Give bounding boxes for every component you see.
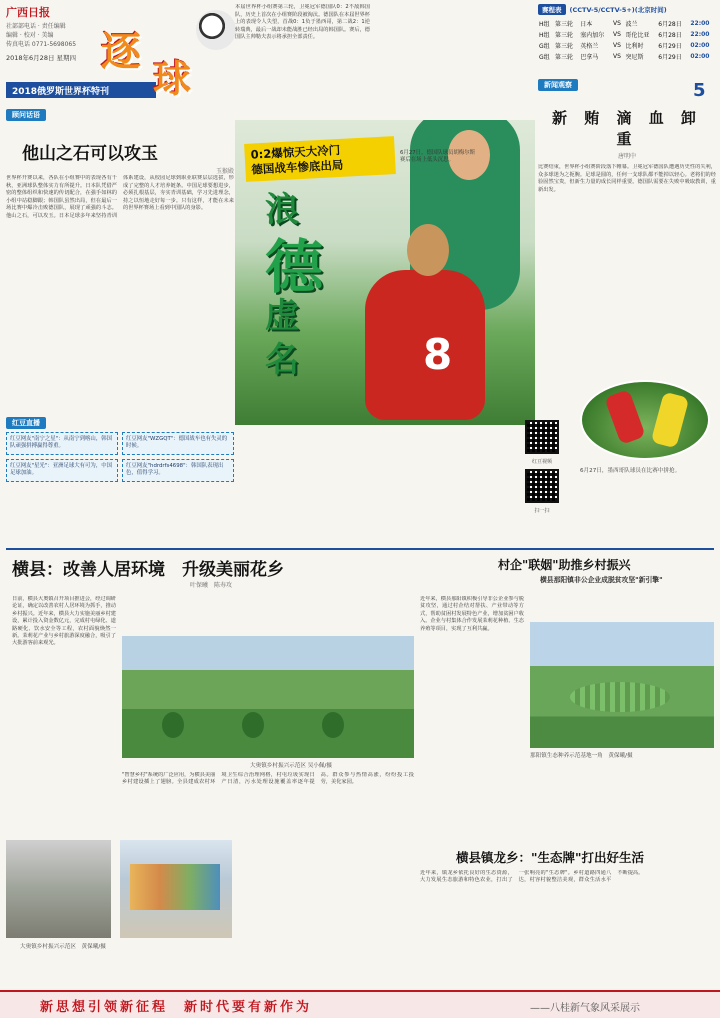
footer-slogan: 新思想引领新征程 新时代要有新作为 — [40, 1000, 313, 1015]
poster-big-char: 浪 — [265, 190, 299, 230]
poster-big-char: 虚 — [265, 296, 299, 336]
left-article — [6, 102, 234, 445]
footer-subtitle: ——八桂新气象风采展示 — [530, 1003, 640, 1014]
footer-banner — [0, 990, 720, 1018]
article-headline: 他山之石可以攻玉 — [22, 144, 158, 164]
meta-line: 编辑 · 校对 · 美编 — [6, 32, 54, 39]
schedule-cell: 突尼斯 — [625, 54, 644, 61]
mid-article — [235, 4, 370, 114]
schedule-cell: 哥伦比亚 — [625, 32, 650, 39]
schedule-cell: VS — [612, 20, 621, 27]
match-photo-caption: 6月27日，墨西哥队球员在比赛中拼抢。 — [580, 468, 681, 474]
schedule-cell: 第三轮 — [554, 54, 573, 61]
poster-banner — [244, 136, 396, 182]
right-bottom-subhead: 横县那阳镇非公企业成脱贫攻坚"新引擎" — [540, 576, 663, 584]
right-article-byline: 唐明中 — [617, 153, 636, 160]
comment-box: 红豆网友"WZGQT"：德国战车也有失灵的时候。 — [122, 432, 234, 455]
schedule-cell: 巴拿马 — [580, 54, 599, 61]
masthead — [6, 4, 234, 100]
schedule-cell: H组 — [539, 21, 550, 28]
right-article-tag: 新闻观察 — [538, 79, 578, 91]
comment-box: 红豆网友"星光"：亚洲足球大有可为，中国足球加油。 — [6, 459, 118, 482]
comment-box: 红豆网友"南宁之星"：从南宁到喀山，韩国队顽强拼搏赢得尊重。 — [6, 432, 118, 455]
schedule-cell: 22:00 — [690, 20, 710, 27]
section-title-char: 球 — [153, 56, 192, 101]
section-title — [101, 6, 211, 101]
schedule-row — [538, 18, 716, 29]
schedule-cell: 塞内加尔 — [580, 32, 605, 39]
comment-box: 红豆网友"hdrdrfs4698"：韩国队表现出色，值得学习。 — [122, 459, 234, 482]
schedule-cell: VS — [612, 53, 621, 60]
schedule-cell: 6月28日 — [658, 21, 682, 28]
masthead-meta — [6, 22, 96, 49]
qr-label: 红豆视频 — [531, 459, 552, 465]
schedule-cell: 日本 — [580, 21, 593, 28]
schedule-row — [538, 29, 716, 40]
bottom-body-col: "智慧乡村"系统的广泛应用，为横县美丽乡村建设插上了翅膀。全县建成农村环境卫生综合治理网格，村屯垃圾实现日产日清，污水处理设施覆盖率逐年提高。群众参与热情高涨，纷纷投工投劳，美化家园。 — [122, 772, 414, 786]
feature-poster — [235, 120, 535, 425]
schedule-cell: 第三轮 — [554, 32, 573, 39]
poster-banner-line: 德国战车惨底出局 — [251, 157, 344, 177]
section-title-char: 逐 — [101, 28, 141, 75]
article-tag: 顾问话语 — [6, 109, 46, 121]
farmland-photo — [122, 636, 414, 758]
schedule-cell: H组 — [539, 32, 550, 39]
section-divider — [6, 548, 714, 550]
schedule-cell: G组 — [539, 54, 550, 61]
article-byline: 玉猴殿 — [215, 168, 234, 175]
mural-photo — [120, 840, 232, 938]
schedule-cell: VS — [612, 31, 621, 38]
schedule-cell: 第三轮 — [554, 21, 573, 28]
issue-date: 2018年6月28日 星期四 — [6, 54, 77, 62]
village-caption: 大奥镇乡村振兴示范区 黄保曦/摄 — [20, 944, 106, 950]
schedule-cell: 波兰 — [625, 21, 638, 28]
bottom-body-col: 日前，横县大奥镇召开项目推进会，经过调研论证，确定以改善农村人居环境为抓手，推动乡村振兴。近年来，横县大力实施美丽乡村建设，累计投入资金数亿元，完成村屯绿化、道路硬化、饮水安全等工程，农村面貌焕然一新。茉莉花产业与乡村旅游深度融合，吸引了大批游客前来观光。 — [12, 596, 116, 647]
korean-player-image — [365, 270, 485, 420]
jersey-number: 8 — [423, 330, 453, 379]
special-edition-bar: 2018俄罗斯世界杯特刊 — [6, 82, 156, 98]
right-article-headline: 新 贿 滴 血 卸 重 — [552, 109, 702, 148]
schedule-cell: 比利时 — [625, 43, 644, 50]
match-photo — [580, 380, 710, 460]
poster-big-char: 德 — [265, 233, 324, 301]
right-article-body: 比赛结束，世界杯小组赛阶段落下帷幕。卫冕冠军德国队遭遇历史性的失利，众多球迷为之扼腕。足球是圆的，任何一支球队都不能掉以轻心。老将们的经验固然宝贵，但新生力量的成长同样重要。德国队需要在失败中吸取教训，重新出发。 — [538, 164, 716, 193]
schedule-badge: 赛程表 — [538, 4, 566, 15]
schedule-cell: 英格兰 — [580, 43, 599, 50]
qr-code-icon[interactable] — [525, 469, 559, 503]
schedule-table — [538, 18, 716, 62]
comments-section — [6, 410, 234, 530]
article-body: 世界杯开赛以来，各队在小组赛中的表现各有千秋，亚洲球队整体实力有所提升。日本队凭借严密的整体组织和快速的传切配合，在强手如林的小组中站稳脚跟；韩国队虽然出局，但在最后一场比赛中爆冷击败德国队，展现了顽强的斗志。他山之石，可以攻玉。日本足球多年来坚持青训体系建设，从校园足球到职业联赛层层选拔，形成了完整的人才培养链条。中国足球要想进步，必须扎根基层，夯实青训基础，学习先进理念，持之以恒地走好每一步。只有这样，才能在未来的世界杯赛场上看到中国队的身影。 — [6, 175, 234, 219]
qr-block — [520, 420, 564, 514]
poster-big-char: 名 — [265, 340, 299, 380]
orchard-photo — [530, 622, 714, 748]
village-photo — [6, 840, 111, 938]
page-number: 5 — [693, 80, 706, 101]
bottom-byline: 叶保曦 陈寿攻 — [190, 582, 233, 589]
meta-line: 传真电话 0771-5698065 — [6, 41, 77, 48]
qr-label: 扫一扫 — [534, 508, 550, 514]
schedule-cell: 6月29日 — [658, 54, 682, 61]
schedule-channel: (CCTV-5/CCTV-5+)(北京时间) — [569, 6, 667, 14]
second-body: 近年来，镇龙乡依托良好的生态资源，大力发展生态旅游和特色农业，打出了一张响亮的"生态牌"。乡村道路四通八达，村容村貌整洁美观，群众生活水平不断提高。 — [420, 870, 644, 884]
orchard-caption: 那阳镇生态种养示范基地一角 黄保曦/摄 — [530, 753, 633, 759]
bottom-headline: 横县：改善人居环境 升级美丽花乡 — [12, 560, 284, 580]
schedule-cell: G组 — [539, 43, 550, 50]
poster-banner-line: 0:2爆惊天大冷门 — [250, 142, 341, 162]
comments-tag: 红豆直播 — [6, 417, 46, 429]
schedule-cell: 22:00 — [690, 31, 710, 38]
schedule-cell: 6月28日 — [658, 32, 682, 39]
right-column — [538, 4, 716, 344]
schedule-row — [538, 51, 716, 62]
schedule-cell: 02:00 — [690, 53, 710, 60]
qr-code-icon[interactable] — [525, 420, 559, 454]
farmland-caption: 大奥镇乡村振兴示范区 吴小佩/摄 — [250, 763, 332, 769]
paper-logo: 广西日报 — [6, 6, 50, 19]
poster-caption: 6月27日，德国队球员胡梅尔斯赛后在场上低头沉思。 — [400, 150, 475, 163]
schedule-cell: 02:00 — [690, 42, 710, 49]
schedule-row — [538, 40, 716, 51]
right-bottom-body: 近年来，横县那阳镇积极引导非公企业参与脱贫攻坚，通过村企结对帮扶、产业带动等方式，帮助贫困村发展特色产业，增加贫困户收入。企业与村集体合作发展茉莉花种植、生态养殖等项目，实现了互利共赢。 — [420, 596, 524, 632]
mid-article-body: 本届世界杯小组赛第三轮，卫冕冠军德国队0：2不敌韩国队，历史上首次在小组赛阶段被淘汰。德国队在本届世界杯上的表现令人失望，首战0：1负于墨西哥，第二战2：1逆转瑞典，最后一战却未能战胜已经出局的韩国队。赛后，德国队主帅勒夫表示将承担全部责任。 — [235, 4, 370, 41]
schedule-cell: 第三轮 — [554, 43, 573, 50]
schedule-header — [538, 4, 716, 15]
schedule-cell: 6月29日 — [658, 43, 682, 50]
football-icon — [196, 10, 236, 50]
schedule-cell: VS — [612, 42, 621, 49]
second-headline: 横县镇龙乡："生态牌"打出好生活 — [456, 850, 645, 865]
right-bottom-headline: 村企"联姻"助推乡村振兴 — [498, 558, 631, 572]
meta-line: 社部部电话 · 责任编辑 — [6, 23, 66, 30]
